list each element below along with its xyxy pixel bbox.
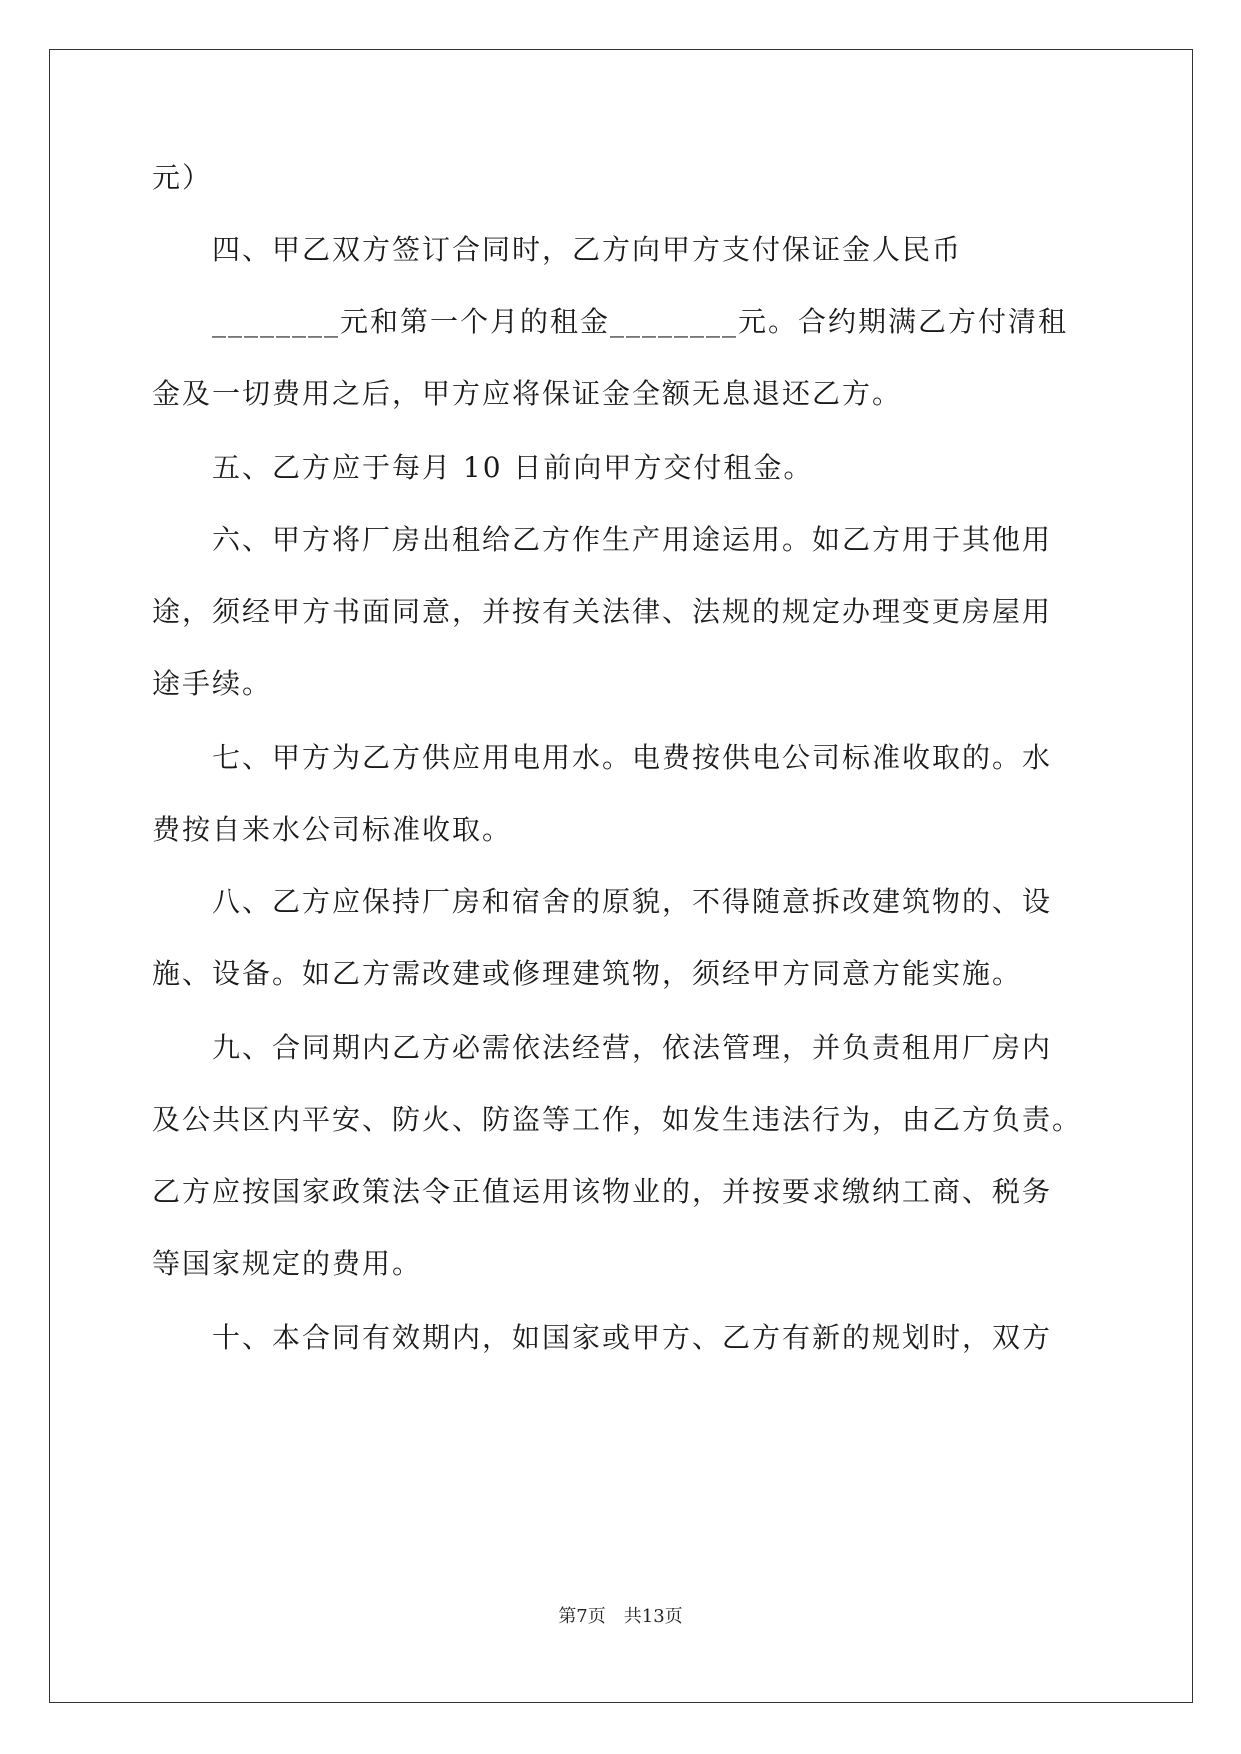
text-line: 九、合同期内乙方必需依法经营，依法管理，并负责租用厂房内 xyxy=(152,1031,1053,1064)
text-line: 乙方应按国家政策法令正值运用该物业的，并按要求缴纳工商、税务 xyxy=(152,1175,1053,1208)
text-line: 六、甲方将厂房出租给乙方作生产用途运用。如乙方用于其他用 xyxy=(152,523,1053,556)
text-line: 及公共区内平安、防火、防盗等工作，如发生违法行为，由乙方负责。 xyxy=(152,1103,1083,1136)
current-page-label: 第7页 xyxy=(558,1606,606,1627)
text-line: 途，须经甲方书面同意，并按有关法律、法规的规定办理变更房屋用 xyxy=(152,595,1053,628)
page-border xyxy=(49,49,1193,1703)
text-line: 七、甲方为乙方供应用电用水。电费按供电公司标准收取的。水 xyxy=(152,741,1053,774)
text-line: 元） xyxy=(152,161,213,194)
text-line: 四、甲乙双方签订合同时，乙方向甲方支付保证金人民币 xyxy=(152,233,963,266)
text-line: 八、乙方应保持厂房和宿舍的原貌，不得随意拆改建筑物的、设 xyxy=(152,885,1053,918)
text-line: ________元和第一个月的租金________元。合约期满乙方付清租 xyxy=(152,305,1069,338)
page-footer xyxy=(0,1602,1241,1628)
text-line: 金及一切费用之后，甲方应将保证金全额无息退还乙方。 xyxy=(152,377,903,410)
text-line: 十、本合同有效期内，如国家或甲方、乙方有新的规划时，双方 xyxy=(152,1321,1053,1354)
text-line: 施、设备。如乙方需改建或修理建筑物，须经甲方同意方能实施。 xyxy=(152,957,1023,990)
text-line: 费按自来水公司标准收取。 xyxy=(152,813,513,846)
total-pages-label: 共13页 xyxy=(623,1606,683,1627)
text-line: 途手续。 xyxy=(152,667,273,700)
text-line: 等国家规定的费用。 xyxy=(152,1247,423,1280)
text-line: 五、乙方应于每月 10 日前向甲方交付租金。 xyxy=(152,451,814,484)
